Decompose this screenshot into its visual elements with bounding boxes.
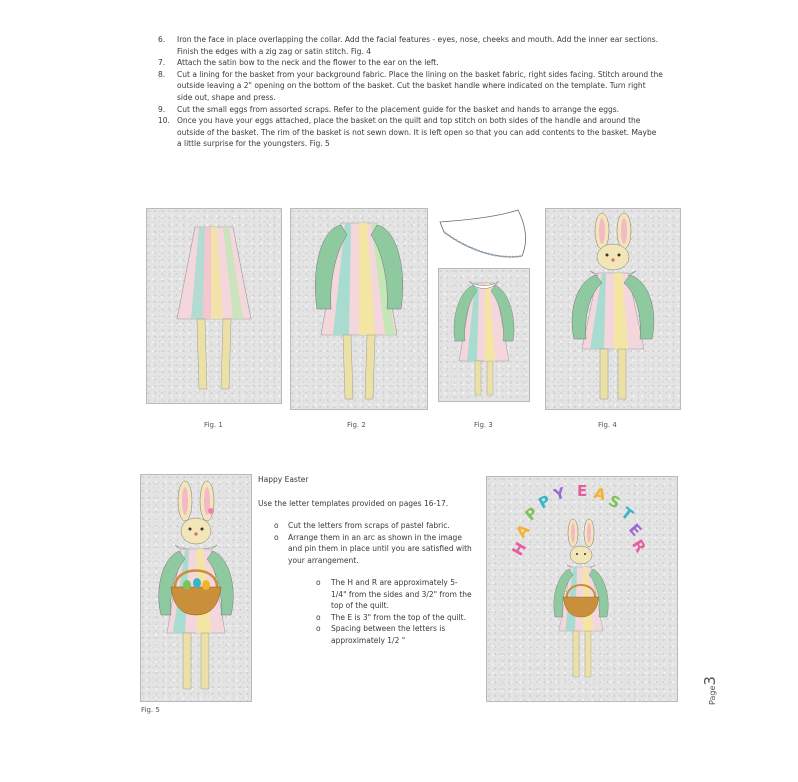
step-number: 10. xyxy=(158,116,170,126)
sub-bullet-marker: o xyxy=(316,612,321,622)
easter-letter: P xyxy=(535,491,554,513)
sub-list-item xyxy=(316,612,472,624)
finished-quilt-image xyxy=(486,476,678,702)
sub-bullet-text: The H and R are approximately 5-1/4" from the sides and 3/2" from the top of the quilt. xyxy=(331,578,472,610)
list-item xyxy=(274,520,472,532)
step-number: 7. xyxy=(158,58,166,68)
page-number xyxy=(700,676,719,705)
step-10 xyxy=(158,115,663,150)
section-heading: Happy Easter xyxy=(258,475,309,484)
easter-letter: A xyxy=(512,520,534,542)
step-number: 9. xyxy=(158,104,166,114)
step-8 xyxy=(158,69,663,104)
figure-4-label: Fig. 4 xyxy=(598,421,617,429)
bullet-marker: o xyxy=(274,532,279,542)
figure-5-label: Fig. 5 xyxy=(141,706,160,714)
step-9 xyxy=(158,104,663,116)
easter-letter: P xyxy=(521,503,542,525)
step-text: Attach the satin bow to the neck and the flower to the ear on the left. xyxy=(177,58,439,68)
sub-list-item xyxy=(316,577,472,612)
easter-letter: Y xyxy=(551,483,568,505)
figure-2-label: Fig. 2 xyxy=(347,421,366,429)
easter-letter: T xyxy=(617,503,637,525)
step-number: 6. xyxy=(158,35,166,44)
sub-bullet-marker: o xyxy=(316,578,321,587)
dress-and-legs-illustration xyxy=(147,209,281,403)
page-number-value: 3 xyxy=(701,676,719,686)
list-item xyxy=(274,532,472,567)
quilt-bunny-illustration xyxy=(487,477,677,701)
instruction-steps xyxy=(158,34,663,150)
easter-letter: E xyxy=(577,482,588,500)
figure-1-label: Fig. 1 xyxy=(204,421,223,429)
bullet-text: Arrange them in an arc as shown in the image and pin them in place until you are satisfied with your arrangement. xyxy=(288,532,472,565)
bunny-illustration xyxy=(546,209,680,409)
bunny-with-basket-illustration xyxy=(141,475,251,701)
sub-bullet-marker: o xyxy=(316,624,321,633)
step-text: Cut the small eggs from assorted scraps. Refer to the placement guide for the basket and hands to arrange the eggs. xyxy=(177,104,620,114)
collar-template-image xyxy=(438,208,538,262)
figure-4-image xyxy=(545,208,681,410)
easter-letter: S xyxy=(605,491,624,513)
step-number: 8. xyxy=(158,69,166,79)
easter-letter: E xyxy=(625,520,646,540)
easter-letter: H xyxy=(508,539,531,559)
easter-letter: A xyxy=(591,483,608,505)
page-word: Page xyxy=(708,685,717,705)
happy-easter-instructions xyxy=(258,474,472,646)
step-text: Iron the face in place overlapping the collar. Add the facial features - eyes, nose, cheeks and mouth. Add the inner ear sections. Finish the edges with a zig zag or satin stitch. Fig. 4 xyxy=(177,35,659,56)
dress-with-collar-illustration xyxy=(439,269,529,401)
figure-3-image xyxy=(438,268,530,402)
dress-with-sleeves-illustration xyxy=(291,209,427,409)
figure-1-image xyxy=(146,208,282,404)
step-text: Once you have your eggs attached, place the basket on the quilt and top stitch on both sides of the handle and around the outside of the basket. The rim of the basket is not sewn down. It is left open so that you can add contents to the basket. Maybe a little surprise for the youngsters. Fig. 5 xyxy=(177,116,657,149)
figure-5-image xyxy=(140,474,252,702)
sub-bullet-text: Spacing between the letters is approximately 1/2 " xyxy=(331,624,446,645)
step-text: Cut a lining for the basket from your background fabric. Place the lining on the basket fabric, right sides facing. Stitch around the outside leaving a 2" opening on the bottom of the basket. Cut the basket handle where indicated on the template. Turn right side out, shape and press. xyxy=(177,69,663,102)
sub-list-item xyxy=(316,623,472,646)
section-intro: Use the letter templates provided on pages 16-17. xyxy=(258,498,449,508)
step-6 xyxy=(158,34,663,57)
bullet-marker: o xyxy=(274,521,279,530)
sub-bullet-text: The E is 3" from the top of the quilt. xyxy=(331,612,466,622)
easter-letter: R xyxy=(628,536,650,556)
figure-2-image xyxy=(290,208,428,410)
collar-template-shape xyxy=(438,208,538,262)
figure-3-label: Fig. 3 xyxy=(474,421,493,429)
bullet-text: Cut the letters from scraps of pastel fabric. xyxy=(288,521,450,530)
step-7 xyxy=(158,57,663,69)
